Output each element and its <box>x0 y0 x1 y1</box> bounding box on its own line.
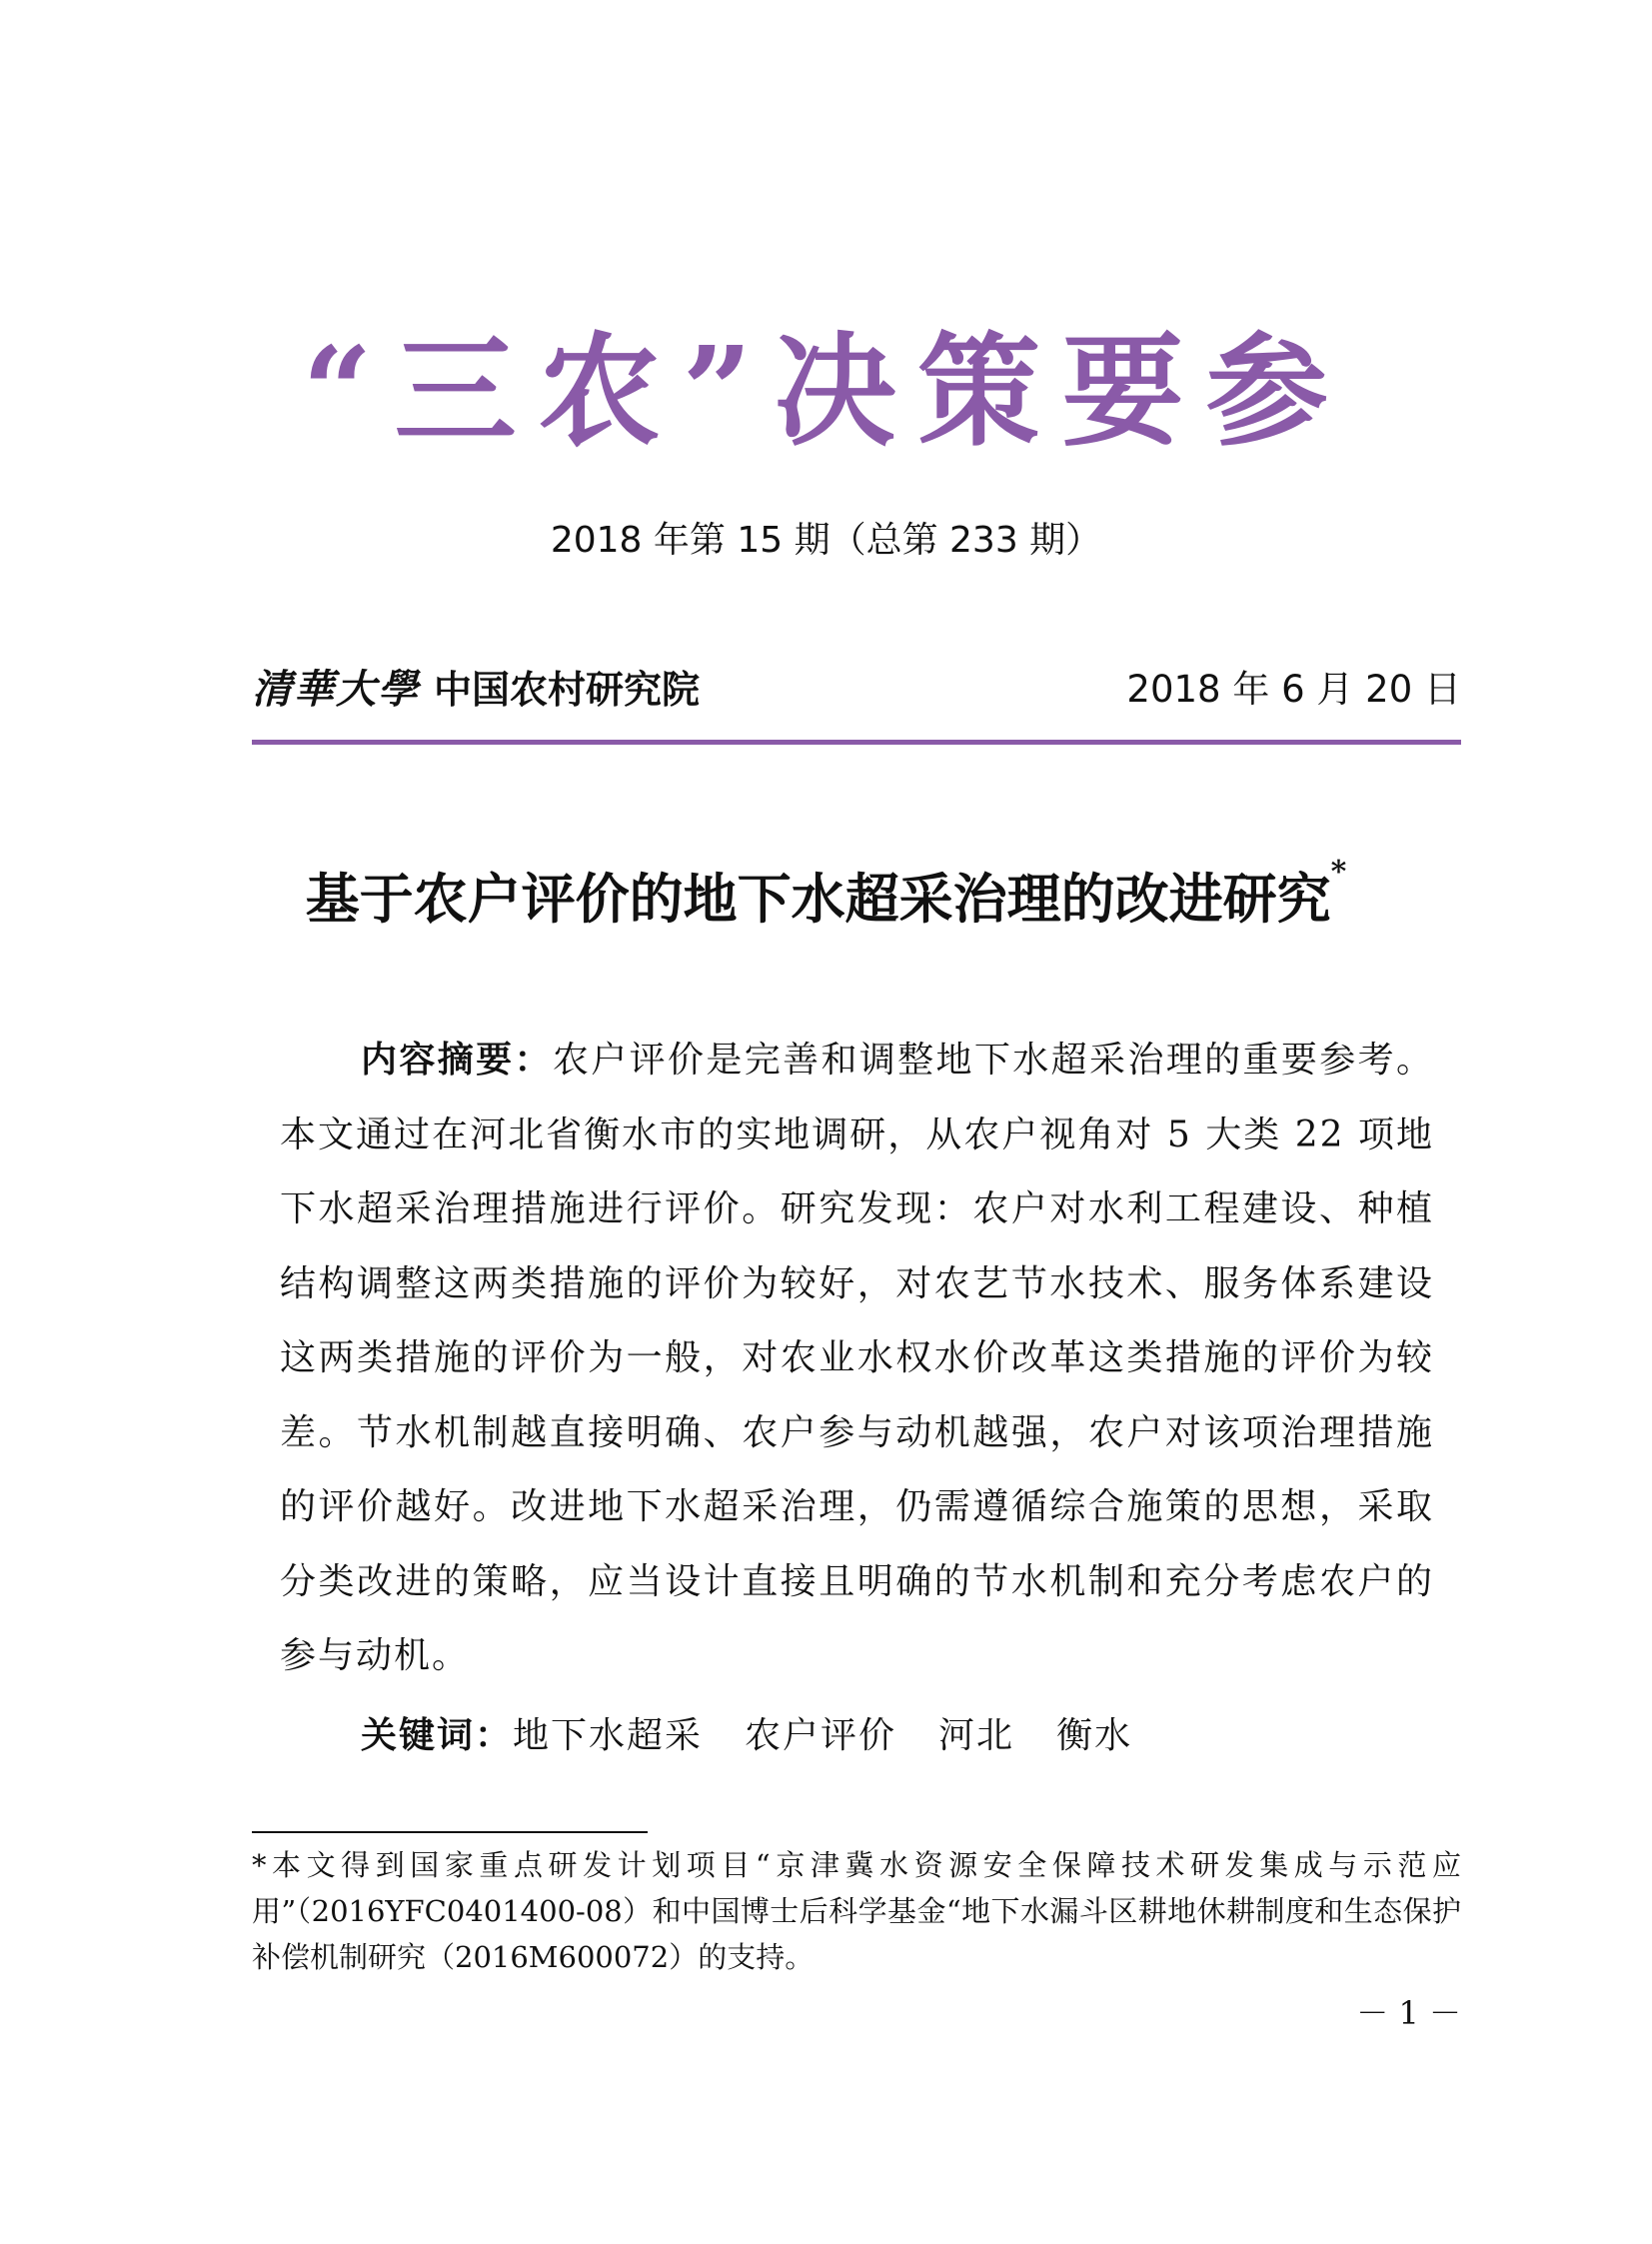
keywords-label: 关键词： <box>361 1715 514 1756</box>
publisher <box>252 660 700 728</box>
keywords <box>361 1699 1174 1773</box>
issue-number: 2018 年第 15 期（总第 233 期） <box>550 520 1102 561</box>
footnote: *本文得到国家重点研发计划项目“京津冀水资源安全保障技术研发集成与示范应用”（2016YFC0401400-08）和中国博士后科学基金“地下水漏斗区耕地休耕制度和生态保护补偿机制研究（2016M600072）的支持。 <box>252 1848 1461 1974</box>
header-divider <box>252 740 1461 745</box>
institute-name: 中国农村研究院 <box>434 667 701 712</box>
page-number: － 1 － <box>1356 1994 1461 2032</box>
abstract <box>280 1024 1434 1694</box>
masthead-title: “三农”决策要参 <box>302 319 1350 463</box>
article-title-text: 基于农户评价的地下水超采治理的改进研究 <box>305 867 1331 931</box>
abstract-label: 内容摘要： <box>361 1040 553 1081</box>
abstract-text: 农户评价是完善和调整地下水超采治理的重要参考。本文通过在河北省衡水市的实地调研，从农户视角对 5 大类 22 项地下水超采治理措施进行评价。研究发现：农户对水利工程建设、种植结构调整这两类措施的评价为较好，对农艺节水技术、服务体系建设这两类措施的评价为一般，对农业水权水价改革这类措施的评价为较差。节水机制越直接明确、农户参与动机越强，农户对该项治理措施的评价越好。改进地下水超采治理，仍需遵循综合施策的思想，采取分类改进的策略，应当设计直接且明确的节水机制和充分考虑农户的参与动机。 <box>280 1040 1434 1676</box>
footnote-divider <box>252 1831 648 1833</box>
university-name: 清華大學 <box>252 666 420 713</box>
title-footnote-mark: * <box>1330 855 1347 890</box>
keyword: 河北 <box>938 1715 1015 1756</box>
publish-date: 2018 年 6 月 20 日 <box>1126 668 1461 711</box>
keyword: 衡水 <box>1056 1715 1133 1756</box>
publisher-row <box>252 660 1461 720</box>
keyword: 地下水超采 <box>513 1715 704 1756</box>
article-title <box>0 855 1652 931</box>
keyword: 农户评价 <box>745 1715 897 1756</box>
